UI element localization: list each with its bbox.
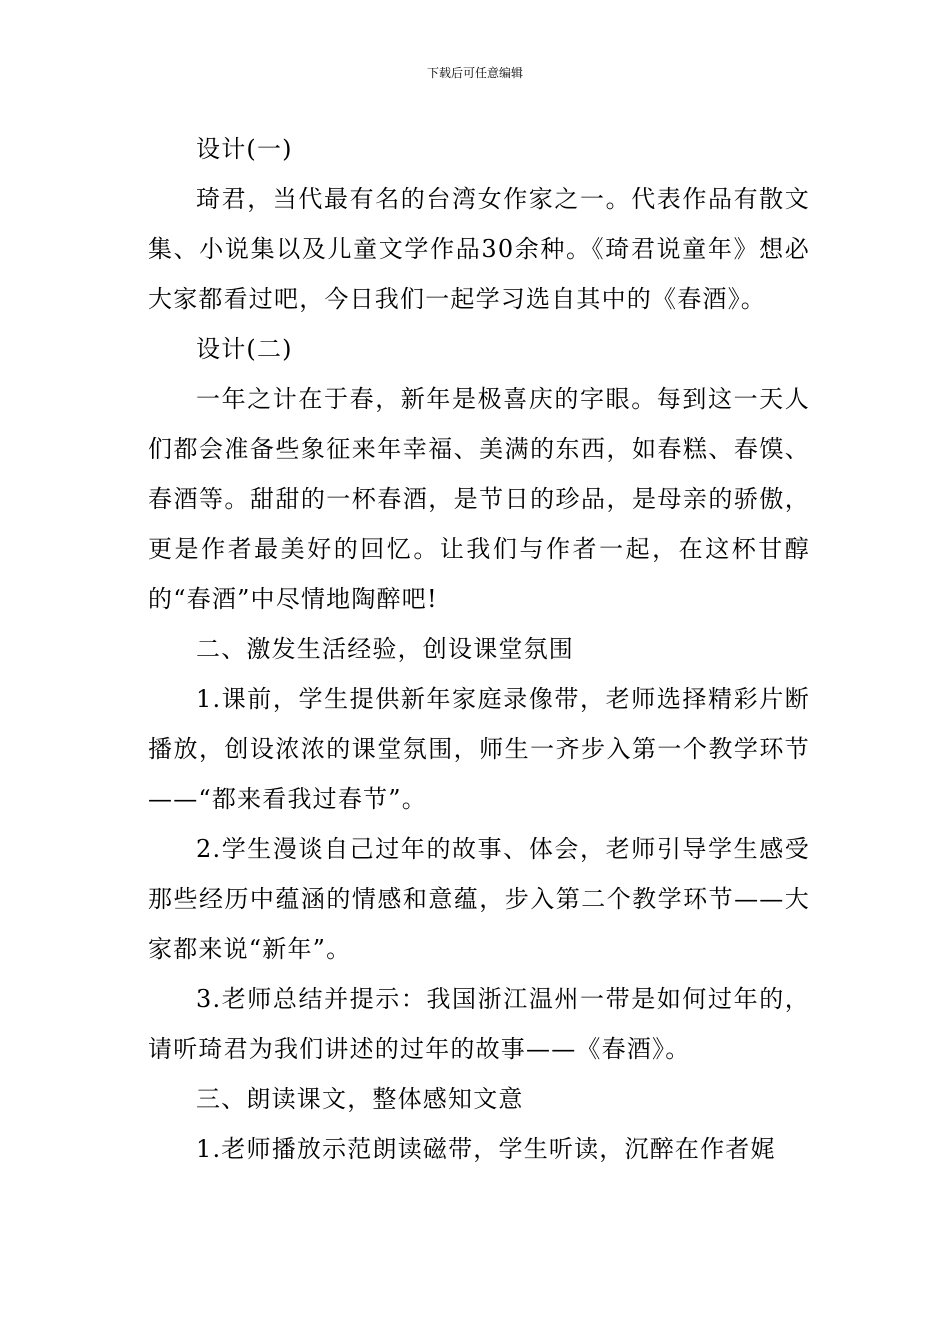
list-item-1: 1.课前，学生提供新年家庭录像带，老师选择精彩片断播放，创设浓浓的课堂氛围，师生一齐步入第一个教学环节——“都来看我过春节”。 bbox=[148, 685, 810, 813]
paragraph-intro-qijun: 琦君，当代最有名的台湾女作家之一。代表作品有散文集、小说集以及儿童文学作品30余种。《琦君说童年》想必大家都看过吧，今日我们一起学习选自其中的《春酒》。 bbox=[148, 185, 810, 313]
heading-design-2: 设计(二) bbox=[196, 335, 293, 363]
list-item-3: 3.老师总结并提示：我国浙江温州一带是如何过年的，请听琦君为我们讲述的过年的故事——《春酒》。 bbox=[148, 985, 810, 1063]
section-heading-2: 二、激发生活经验，创设课堂氛围 bbox=[196, 635, 574, 663]
section-heading-3: 三、朗读课文，整体感知文意 bbox=[196, 1085, 524, 1113]
document-body bbox=[148, 124, 810, 1174]
paragraph-new-year: 一年之计在于春，新年是极喜庆的字眼。每到这一天人们都会准备些象征来年幸福、美满的东西，如春糕、春馍、春酒等。甜甜的一杯春酒，是节日的珍品，是母亲的骄傲，更是作者最美好的回忆。让我们与作者一起，在这杯甘醇的“春酒”中尽情地陶醉吧! bbox=[148, 385, 810, 613]
heading-design-1: 设计(一) bbox=[196, 135, 293, 163]
list-item-2: 2.学生漫谈自己过年的故事、体会，老师引导学生感受那些经历中蕴涵的情感和意蕴，步入第二个教学环节——大家都来说“新年”。 bbox=[148, 835, 810, 963]
page-header: 下载后可任意编辑 bbox=[426, 66, 523, 80]
list-item-reading-1: 1.老师播放示范朗读磁带，学生听读，沉醉在作者娓 bbox=[196, 1135, 776, 1163]
